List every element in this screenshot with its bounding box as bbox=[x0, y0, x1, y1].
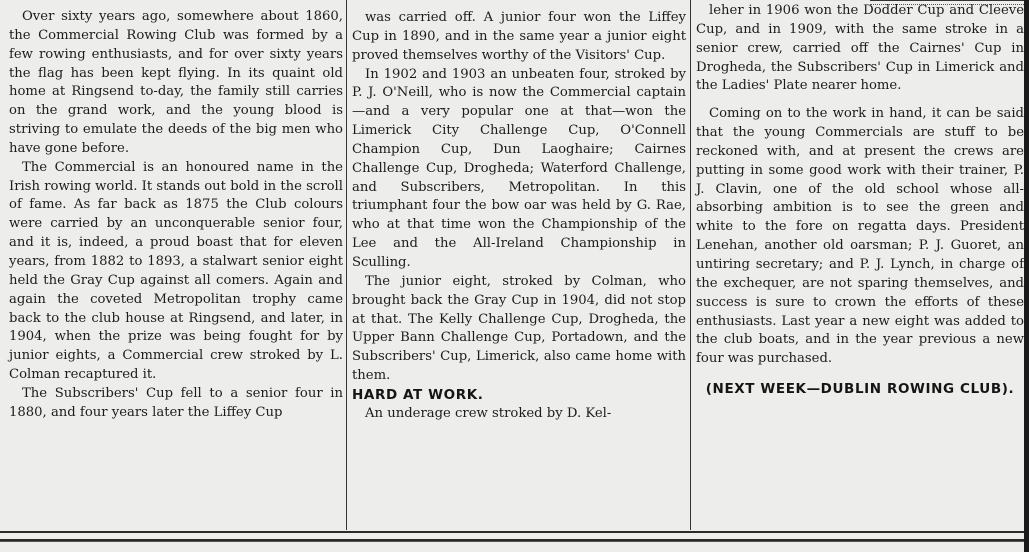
article-column-2 bbox=[352, 9, 686, 424]
section-heading: HARD AT WORK. bbox=[352, 386, 484, 403]
next-week-note: (NEXT WEEK—DUBLIN ROWING CLUB). bbox=[705, 381, 1015, 398]
paragraph: Over sixty years ago, somewhere about 1860, the Commercial Rowing Club was formed by a few rowing enthusiasts, and for over sixty years the flag has been kept flying. In its quaint old home at Ringsend to-day, the family still carries on the grand work, and the young blood is striving to emulate the deeds of the big men who have gone before. bbox=[9, 9, 343, 156]
paragraph: leher in 1906 won the Dodder Cup and Cleeve Cup, and in 1909, with the same stroke in a senior crew, carried off the Cairnes' Cup in Drogheda, the Subscribers' Cup in Limerick and the Ladies' Plate nearer home. bbox=[696, 3, 1024, 94]
paragraph: In 1902 and 1903 an unbeaten four, stroked by P. J. O'Neill, who is now the Commercial captain—and a very popular one at that—won the Limerick City Challenge Cup, O'Connell Champion Cup, Dun Laoghaire; Cairnes Challenge Cup, Drogheda; Waterford Challenge, and Subscribers, Metropolitan. In this triumphant four the bow oar was held by G. Rae, who at that time won the Championship of the Lee and the All-Ireland Championship in Sculling. bbox=[352, 66, 686, 270]
bottom-rule-thin bbox=[0, 541, 1024, 542]
column-divider bbox=[690, 0, 691, 530]
paragraph: The Subscribers' Cup fell to a senior four in 1880, and four years later the Liffey Cup bbox=[9, 385, 343, 420]
article-column-1 bbox=[9, 8, 343, 423]
paragraph: was carried off. A junior four won the Liffey Cup in 1890, and in the same year a junior eight proved themselves worthy of the Visitors' Cup. bbox=[352, 10, 686, 63]
paragraph: An underage crew stroked by D. Kel- bbox=[365, 405, 612, 421]
paragraph: Coming on to the work in hand, it can be said that the young Commercials are stuff to be reckoned with, and at present the crews are putting in some good work with their trainer, P. J. Clavin, one of the old school whose all-absorbing ambition is to see the green and white to the fore on regatta days. President Lenehan, another old oarsman; P. J. Guoret, an untiring secretary; and P. J. Lynch, in charge of the exchequer, are not sparing themselves, and success is sure to crown the efforts of these enthusiasts. Last year a new eight was added to the club boats, and in the year previous a new four was purchased. bbox=[696, 106, 1024, 367]
paragraph: The junior eight, stroked by Colman, who brought back the Gray Cup in 1904, did not stop at that. The Kelly Challenge Cup, Drogheda, the Upper Bann Challenge Cup, Portadown, and the Subscribers' Cup, Limerick, also came home with them. bbox=[352, 273, 686, 384]
column-divider bbox=[346, 0, 347, 530]
bottom-rule bbox=[0, 531, 1024, 541]
article-column-3 bbox=[696, 2, 1024, 403]
scan-edge bbox=[1024, 0, 1029, 552]
paragraph: The Commercial is an honoured name in the Irish rowing world. It stands out bold in the scroll of fame. As far back as 1875 the Club colours were carried by an unconquerable senior four, and it is, indeed, a proud boast that for eleven years, from 1882 to 1893, a stalwart senior eight held the Gray Cup against all comers. Again and again the coveted Metropolitan trophy came back to the club house at Ringsend, and later, in 1904, when the prize was being fought for by junior eights, a Commercial crew stroked by L. Colman recaptured it. bbox=[9, 159, 343, 383]
